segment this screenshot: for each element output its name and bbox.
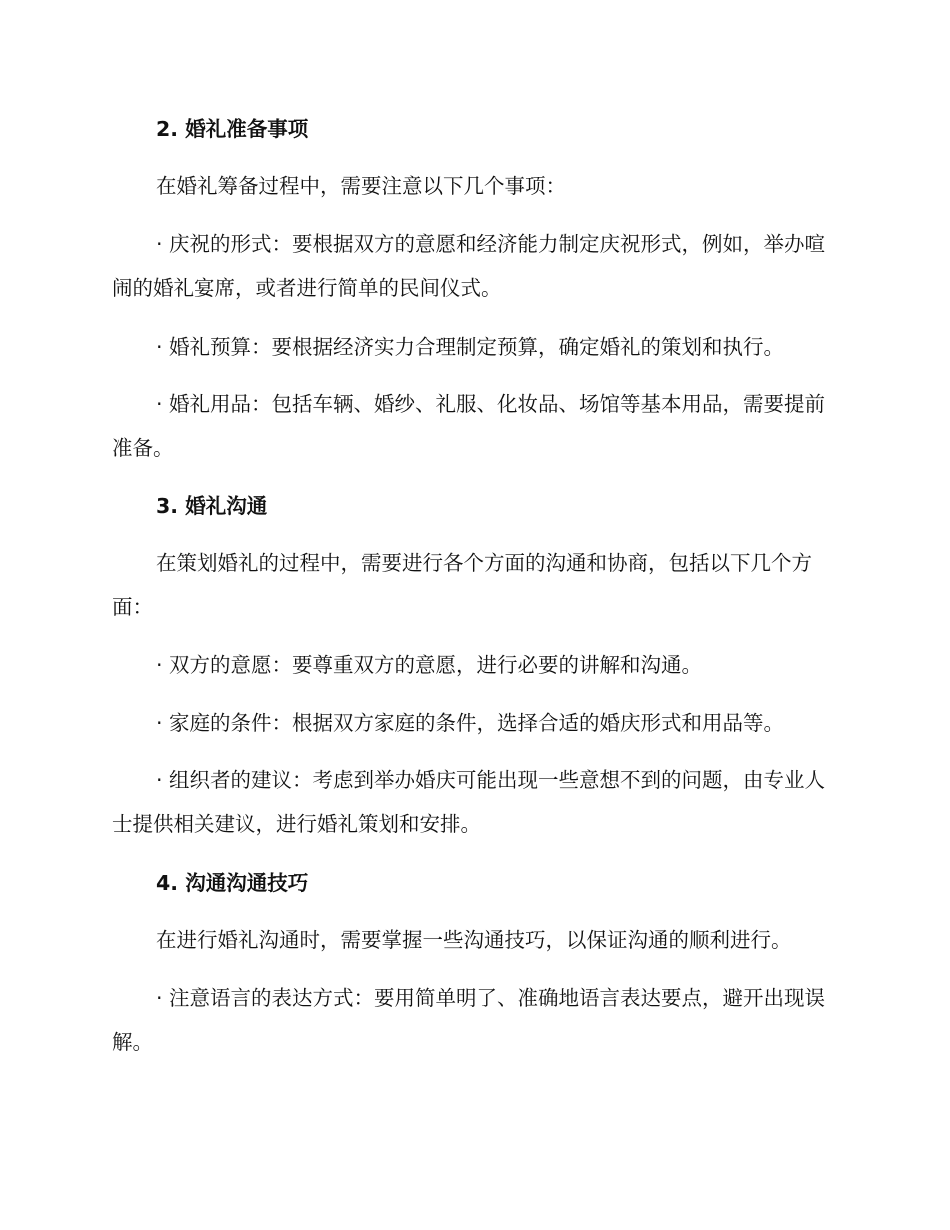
bullet-item: · 庆祝的形式：要根据双方的意愿和经济能力制定庆祝形式，例如，举办喧闹的婚礼宴席，或者进行简单的民间仪式。 [112, 232, 826, 300]
section-intro: 在策划婚礼的过程中，需要进行各个方面的沟通和协商，包括以下几个方面： [112, 551, 812, 619]
section-heading: 4. 沟通沟通技巧 [156, 871, 309, 895]
bullet-item: · 双方的意愿：要尊重双方的意愿，进行必要的讲解和沟通。 [156, 653, 703, 677]
bullet-item: · 组织者的建议：考虑到举办婚庆可能出现一些意想不到的问题，由专业人士提供相关建议，进行婚礼策划和安排。 [112, 768, 826, 836]
section-heading: 3. 婚礼沟通 [156, 494, 268, 518]
bullet-item: · 婚礼预算：要根据经济实力合理制定预算，确定婚礼的策划和执行。 [156, 335, 785, 359]
section-intro: 在婚礼筹备过程中，需要注意以下几个事项： [156, 174, 566, 198]
bullet-item: · 家庭的条件：根据双方家庭的条件，选择合适的婚庆形式和用品等。 [156, 711, 785, 735]
section-heading: 2. 婚礼准备事项 [156, 117, 309, 141]
section-intro: 在进行婚礼沟通时，需要掌握一些沟通技巧，以保证沟通的顺利进行。 [156, 928, 792, 952]
bullet-item: · 注意语言的表达方式：要用简单明了、准确地语言表达要点，避开出现误解。 [112, 986, 826, 1054]
bullet-item: · 婚礼用品：包括车辆、婚纱、礼服、化妆品、场馆等基本用品，需要提前准备。 [112, 392, 826, 460]
